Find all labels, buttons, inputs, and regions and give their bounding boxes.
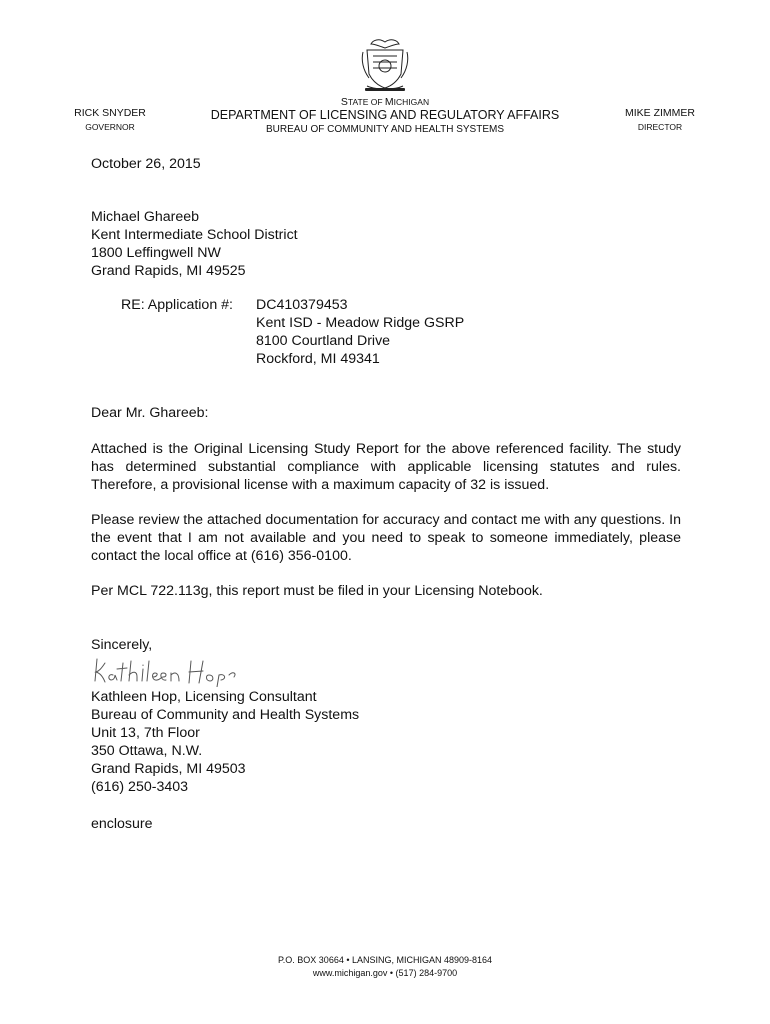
director-name: MIKE ZIMMER	[625, 107, 695, 119]
sender-block	[91, 688, 359, 796]
closing: Sincerely,	[91, 637, 153, 653]
michigan-seal-icon	[359, 36, 411, 94]
sender-line: Kathleen Hop, Licensing Consultant	[91, 689, 317, 705]
footer-contact: www.michigan.gov • (517) 284-9700	[312, 968, 458, 978]
enclosure-note: enclosure	[91, 816, 153, 832]
re-details	[256, 296, 464, 368]
governor-block	[60, 107, 160, 132]
recipient-line: Michael Ghareeb	[91, 209, 200, 225]
handwritten-signature	[91, 655, 241, 687]
paragraph: Per MCL 722.113g, this report must be filed in your Licensing Notebook.	[91, 583, 543, 599]
salutation: Dear Mr. Ghareeb:	[91, 405, 209, 421]
state-name: STATE OF MICHIGAN	[340, 96, 430, 108]
bureau-name: BUREAU OF COMMUNITY AND HEALTH SYSTEMS	[266, 124, 504, 135]
re-line: DC410379453	[256, 297, 348, 313]
letter-date: October 26, 2015	[91, 156, 201, 172]
sender-line: 350 Ottawa, N.W.	[91, 743, 203, 759]
re-line: 8100 Courtland Drive	[256, 333, 391, 349]
recipient-line: 1800 Leffingwell NW	[91, 245, 221, 261]
paragraph: Please review the attached documentation for accuracy and contact me with any questions. In the event that I am not available and you need to speak to someone immediately, please contact the local office at (616) 356-0100.	[91, 512, 681, 564]
re-line: Kent ISD - Meadow Ridge GSRP	[256, 315, 465, 331]
governor-name: RICK SNYDER	[74, 107, 146, 119]
sender-line: Unit 13, 7th Floor	[91, 725, 200, 741]
director-block	[610, 107, 710, 132]
sender-line: Bureau of Community and Health Systems	[91, 707, 360, 723]
director-title: DIRECTOR	[637, 122, 683, 132]
paragraph: Attached is the Original Licensing Study Report for the above referenced facility. The study has determined substantial compliance with applicable licensing statutes and rules. Therefore, a provisional license with a maximum capacity of 32 is issued.	[91, 441, 681, 493]
sender-line: Grand Rapids, MI 49503	[91, 761, 246, 777]
re-label: RE: Application #:	[121, 297, 233, 313]
recipient-line: Kent Intermediate School District	[91, 227, 298, 243]
recipient-line: Grand Rapids, MI 49525	[91, 263, 246, 279]
recipient-address	[91, 208, 298, 280]
sender-line: (616) 250-3403	[91, 779, 189, 795]
department-name: DEPARTMENT OF LICENSING AND REGULATORY AFFAIRS	[210, 108, 560, 122]
footer-address: P.O. BOX 30664 • LANSING, MICHIGAN 48909-8164	[277, 955, 493, 965]
governor-title: GOVERNOR	[85, 122, 135, 132]
re-line: Rockford, MI 49341	[256, 351, 380, 367]
